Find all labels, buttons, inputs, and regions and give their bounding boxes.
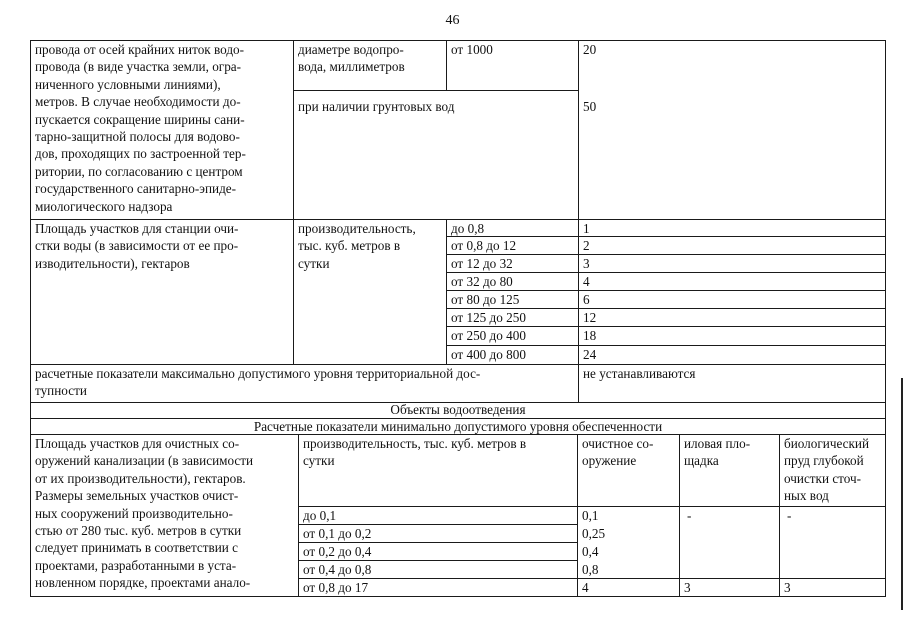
section-subtitle: Расчетные показатели минимально допустимого уровня обеспеченности bbox=[253, 419, 663, 434]
range-cell: от 32 до 80 bbox=[451, 274, 513, 289]
cell-diameter-label: диаметре водопро- вода, миллиметров bbox=[298, 42, 405, 75]
cell-sewage-area-text: Площадь участков для очистных со- оружений канализации (в зависимости от их производительности), гектаров. Размеры земельных участков очист- ных сооружений производительно- стью от 280 тыс. куб. метров в сутки следует принимать в соответствии с проектами, разработанными в уста- новленном порядке, проектами анало- bbox=[35, 436, 254, 591]
value-cell: - bbox=[687, 508, 692, 523]
cell-capacity-label: производительность, тыс. куб. метров в сутки bbox=[298, 221, 416, 271]
cell-accessibility-label: расчетные показатели максимально допустимого уровня территориальной дос- тупности bbox=[35, 366, 481, 399]
cell-sanitary-strip-text: провода от осей крайних ниток водо- провода (в виде участка земли, огра- ниченного условными линиями), метров. В случае необходимости до- пускается сокращение ширины сани- тарно-защитной полосы для водово- дов, проходящих по застроенной тер- ритории, по согласованию с центром государственного санитарно-эпиде- миологического надзора bbox=[35, 42, 246, 214]
section-title: Объекты водоотведения bbox=[390, 402, 526, 417]
cell-groundwater-label: при наличии грунтовых вод bbox=[298, 99, 455, 114]
value-cell: 0,4 bbox=[582, 544, 599, 559]
value-cell: 0,8 bbox=[582, 562, 599, 577]
value-cell: 24 bbox=[583, 347, 597, 362]
table-border-bottom bbox=[30, 596, 886, 597]
cell-sewage-capacity-label: производительность, тыс. куб. метров в сутки bbox=[303, 436, 527, 469]
range-cell: от 400 до 800 bbox=[451, 347, 526, 362]
cell-water-station-area: Площадь участков для станции очи- стки воды (в зависимости от ее про- изводительности), гектаров bbox=[35, 221, 239, 271]
cell-diameter-range: от 1000 bbox=[451, 42, 493, 57]
header-bio-pond: биологический пруд глубокой очистки сточ- ных вод bbox=[784, 436, 870, 504]
range-cell: до 0,1 bbox=[303, 508, 337, 523]
range-cell: от 125 до 250 bbox=[451, 310, 526, 325]
header-treatment-facility: очистное со- оружение bbox=[582, 436, 654, 469]
table-border-right bbox=[885, 40, 886, 597]
header-sludge-site: иловая пло- щадка bbox=[684, 436, 751, 469]
value-cell: - bbox=[787, 508, 792, 523]
cell-accessibility-value: не устанавливаются bbox=[583, 366, 696, 381]
value-cell: 3 bbox=[583, 256, 590, 271]
cell-diameter-value: 20 bbox=[583, 42, 597, 57]
value-cell: 4 bbox=[582, 580, 589, 595]
value-cell: 12 bbox=[583, 310, 597, 325]
range-cell: от 0,8 до 17 bbox=[303, 580, 369, 595]
range-cell: от 0,2 до 0,4 bbox=[303, 544, 372, 559]
margin-mark bbox=[901, 378, 903, 610]
range-cell: от 12 до 32 bbox=[451, 256, 513, 271]
divider bbox=[293, 90, 579, 91]
value-cell: 3 bbox=[684, 580, 691, 595]
range-cell: от 0,8 до 12 bbox=[451, 238, 517, 253]
value-cell: 2 bbox=[583, 238, 590, 253]
value-cell: 0,25 bbox=[582, 526, 606, 541]
value-cell: 1 bbox=[583, 221, 590, 236]
value-cell: 0,1 bbox=[582, 508, 599, 523]
value-cell: 6 bbox=[583, 292, 590, 307]
value-cell: 4 bbox=[583, 274, 590, 289]
range-cell: от 80 до 125 bbox=[451, 292, 520, 307]
range-cell: от 0,4 до 0,8 bbox=[303, 562, 372, 577]
range-cell: до 0,8 bbox=[451, 221, 485, 236]
value-cell: 3 bbox=[784, 580, 791, 595]
page-number: 46 bbox=[445, 13, 460, 28]
value-cell: 18 bbox=[583, 328, 597, 343]
range-cell: от 250 до 400 bbox=[451, 328, 526, 343]
cell-groundwater-value: 50 bbox=[583, 99, 597, 114]
range-cell: от 0,1 до 0,2 bbox=[303, 526, 372, 541]
